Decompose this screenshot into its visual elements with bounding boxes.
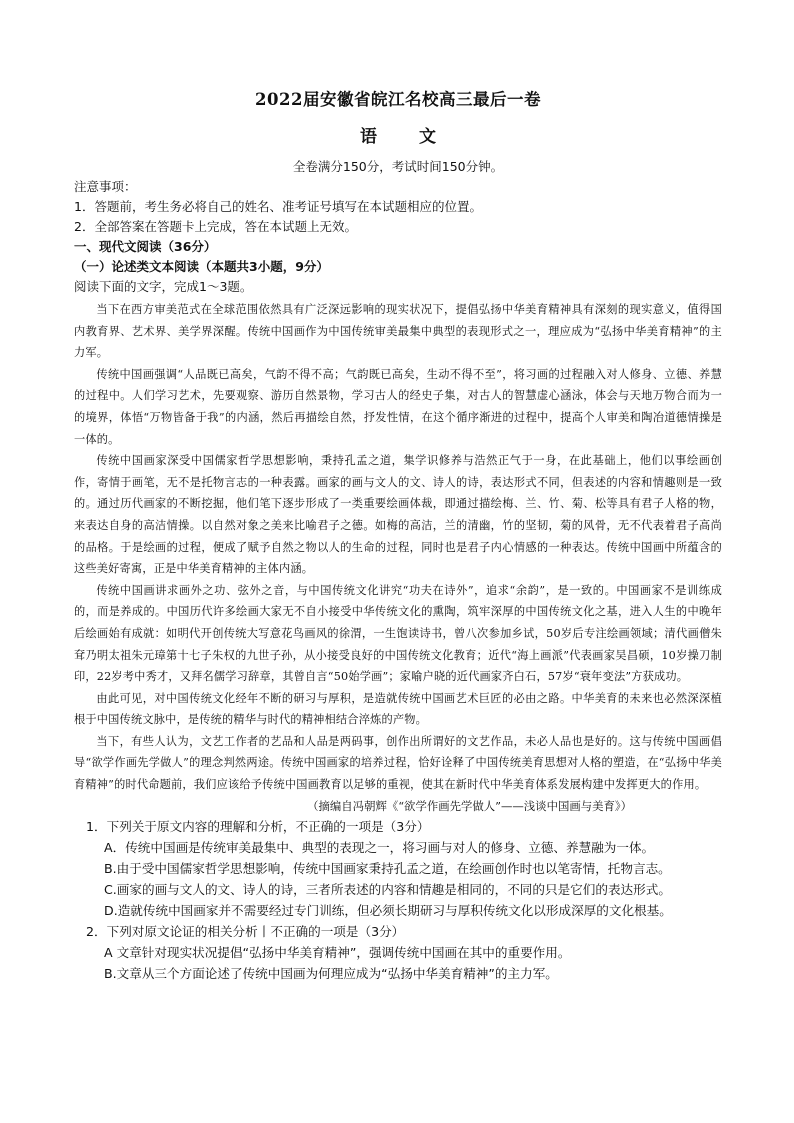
- notice-block: [74, 177, 722, 237]
- reading-instruction: 阅读下面的文字，完成1～3题。: [74, 279, 253, 294]
- question-2: [74, 921, 722, 984]
- option-b: B.由于受中国儒家哲学思想影响，传统中国画家秉持孔孟之道，在绘画创作时也以笔寄情，托物言志。: [104, 860, 671, 876]
- option-b: B.文章从三个方面论述了传统中国画为何理应成为“弘扬中华美育精神”的主力军。: [104, 965, 558, 981]
- passage-paragraph: 当下，有些人认为，文艺工作者的艺品和人品是两码事，创作出所谓好的文艺作品，未必人品也是好的。这与传统中国画倡导“欲学作画先学做人”的理念判然两途。传统中国画家的培养过程，恰好诠释了中国传统美育思想对人格的塑造，在“弘扬中华美育精神”的时代命题前，我们应该给予传统中国画教育以足够的重视，使其在新时代中华美育体系发展构建中发挥更大的作用。: [74, 734, 722, 792]
- section-heading: 一、现代文阅读（36分）: [74, 239, 217, 254]
- option-a: A．传统中国画是传统审美最集中、典型的表现之一，将习画与对人的修身、立德、养慧融为一体。: [104, 839, 655, 855]
- passage-paragraph: 当下在西方审美范式在全球范围依然具有广泛深远影响的现实状况下，提倡弘扬中华美育精神具有深刻的现实意义，值得国内教育界、艺术界、美学界深醒。传统中国画作为中国传统审美最集中典型的表现形式之一，理应成为“弘扬中华美育精神”的主力军。: [74, 303, 722, 360]
- section-subheading: （一）论述类文本阅读（本题共3小题，9分）: [74, 259, 329, 274]
- subject-title: 语 文: [360, 127, 454, 147]
- exam-page: [74, 86, 722, 984]
- option-a: A 文章针对现实状况提倡“弘扬中华美育精神”，强调传统中国画在其中的重要作用。: [104, 944, 571, 960]
- passage-paragraph: 传统中国画强调“人品既已高矣，气韵不得不高；气韵既已高矣，生动不得不至”，将习画的过程融入对人修身、立德、养慧的过程中。人们学习艺术，先要观察、游历自然景物，学习古人的经史子集，对古人的智慧虚心涵泳，体会与天地万物合而为一的境界，体悟“万物皆备于我”的内涵，然后再描绘自然，抒发性情，在这个循序渐进的过程中，提高个人审美和陶冶道德情操是一体的。: [74, 367, 722, 446]
- option-d: D.造就传统中国画家并不需要经过专门训练，但必须长期研习与厚积传统文化以形成深厚的文化根基。: [104, 902, 672, 918]
- passage-source: （摘编自冯朝辉《“欲学作画先学做人”——浅谈中国画与美育》）: [307, 798, 632, 813]
- notice-item: 1．答题前，考生务必将自己的姓名、准考证号填写在本试题相应的位置。: [74, 199, 482, 214]
- exam-title: 2022届安徽省皖江名校高三最后一卷: [255, 90, 541, 109]
- notice-heading: 注意事项：: [74, 179, 137, 194]
- exam-info: 全卷满分150分，考试时间150分钟。: [292, 159, 504, 174]
- question-1: [74, 816, 722, 921]
- reading-passage: [74, 299, 722, 816]
- question-stem: 1．下列关于原文内容的理解和分析，不正确的一项是（3分）: [86, 818, 430, 834]
- notice-item: 2．全部答案在答题卡上完成，答在本试题上无效。: [74, 219, 357, 234]
- question-stem: 2．下列对原文论证的相关分析丨不正确的一项是（3分）: [86, 923, 405, 939]
- option-c: C.画家的画与文人的文、诗人的诗，三者所表述的内容和情趣是相同的，不同的只是它们的表达形式。: [104, 881, 671, 897]
- passage-paragraph: 传统中国画讲求画外之功、弦外之音，与中国传统文化讲究“功夫在诗外”，追求“余韵”，是一致的。中国画家不是训练成的，而是养成的。中国历代许多绘画大家无不自小接受中华传统文化的熏陶，筑牢深厚的中国传统文化之基，进入人生的中晚年后绘画始有成就：如明代开创传统大写意花鸟画风的徐渭，一生饱读诗书，曾八次参加乡试，50岁后专注绘画领域；清代画僧朱耷乃明太祖朱元璋第十七子朱权的九世子孙，从小接受良好的中国传统文化教育；近代“海上画派”代表画家吴昌硕，10岁操刀制印，22岁考中秀才，又拜名儒学习辞章，其曾自言“50始学画”；家喻户晓的近代画家齐白石，57岁“衰年变法”方获成功。: [74, 583, 722, 684]
- passage-paragraph: 传统中国画家深受中国儒家哲学思想影响，秉持孔孟之道，集学识修养与浩然正气于一身，在此基础上，他们以事绘画创作，寄情于画笔，无不是托物言志的一种表露。画家的画与文人的文、诗人的诗，表达形式不同，但表述的内容和情趣则是一致的。通过历代画家的不断挖掘，他们笔下逐步形成了一类重要绘画体裁，即通过描绘梅、兰、竹、菊、松等具有君子人格的物，来表达自身的高洁情操。以自然对象之美来比喻君子之德。如梅的高洁，兰的清幽，竹的坚韧，菊的风骨，无不代表着君子高尚的品格。于是绘画的过程，便成了赋予自然之物以人的生命的过程，同时也是君子内心情感的一种表达。传统中国画中所蕴含的这些美好寄寓，正是中华美育精神的主体内涵。: [74, 454, 722, 576]
- passage-paragraph: 由此可见，对中国传统文化经年不断的研习与厚积，是造就传统中国画艺术巨匠的必由之路。中华美育的未来也必然深深植根于中国传统文脉中，是传统的精华与时代的精神相结合淬炼的产物。: [74, 691, 722, 727]
